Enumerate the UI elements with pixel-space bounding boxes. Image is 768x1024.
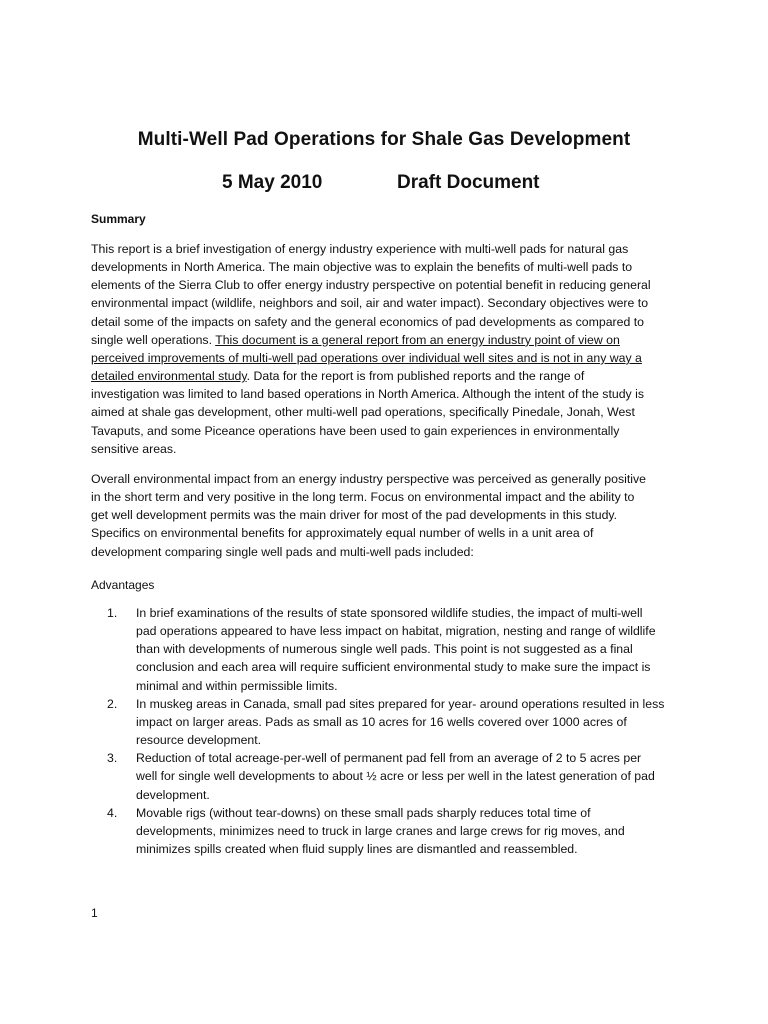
paragraph-line: sensitive areas.: [91, 441, 177, 456]
list-item-line: than with developments of numerous single well pads. This point is not suggested as a final: [136, 642, 633, 657]
list-item-line: In brief examinations of the results of state sponsored wildlife studies, the impact of multi-well: [136, 606, 643, 620]
list-item: [91, 695, 681, 749]
list-item-number: 3.: [107, 751, 118, 766]
list-item: [91, 804, 681, 858]
list-item-number: 1.: [107, 606, 118, 620]
paragraph-line: environmental impact (wildlife, neighbors and soil, air and water impact). Secondary objectives were to: [91, 296, 649, 311]
summary-paragraph-1: [91, 240, 681, 458]
paragraph-line: [91, 331, 681, 349]
list-item-line: impact on larger areas. Pads as small as 10 acres for 16 wells covered over 1000 acres of: [136, 714, 627, 729]
list-item-line: well for single well developments to about ½ acre or less per well in the latest generation of pad: [136, 769, 655, 784]
list-item-line: pad operations appeared to have less impact on habitat, migration, nesting and range of wildlife: [136, 624, 656, 639]
list-item-number: 4.: [107, 805, 118, 820]
advantages-heading: Advantages: [91, 578, 155, 592]
list-item: [91, 604, 681, 695]
list-item-line: developments, minimizes need to truck in large cranes and large crews for rig moves, and: [136, 823, 625, 838]
paragraph-line: [91, 367, 681, 385]
list-item: [91, 749, 681, 803]
paragraph-line: development comparing single well pads and multi-well pads included:: [91, 544, 474, 559]
summary-paragraph-2: [91, 470, 681, 561]
list-item-line: Reduction of total acreage-per-well of permanent pad fell from an average of 2 to 5 acres per: [136, 751, 642, 766]
list-item-line: minimizes spills created when fluid supply lines are dismantled and reassembled.: [136, 842, 578, 857]
paragraph-line: get well development permits was the main driver for most of the pad developments in this study.: [91, 508, 618, 523]
list-item-line: Movable rigs (without tear-downs) on these small pads sharply reduces total time of: [136, 805, 591, 820]
list-item-number: 2.: [107, 696, 118, 711]
list-item-line: minimal and within permissible limits.: [136, 678, 338, 693]
paragraph-line: Tavaputs, and some Piceance operations have been used to gain experiences in environmentally: [91, 423, 620, 438]
summary-heading: Summary: [91, 212, 146, 226]
underlined-disclaimer: detailed environmental study: [91, 369, 247, 384]
paragraph-text: . Data for the report is from published reports and the range of: [246, 369, 585, 384]
paragraph-text: single well operations.: [91, 332, 216, 347]
paragraph-line: investigation was limited to land based operations in North America. Although the intent of the study is: [91, 387, 644, 402]
advantages-list: [91, 604, 681, 858]
paragraph-line: elements of the Sierra Club to offer energy industry perspective on potential benefit in reducing general: [91, 278, 651, 293]
paragraph-line: aimed at shale gas development, other multi-well pad operations, specifically Pinedale, Jonah, West: [91, 405, 635, 420]
underlined-disclaimer: This document is a general report from an energy industry point of view on: [215, 332, 620, 347]
paragraph-line: This report is a brief investigation of energy industry experience with multi-well pads for natural gas: [91, 242, 629, 256]
paragraph-line: detail some of the impacts on safety and the general economics of pad developments as compared to: [91, 314, 644, 329]
page-number: 1: [91, 906, 98, 920]
list-item-line: resource development.: [136, 733, 262, 748]
document-title: Multi-Well Pad Operations for Shale Gas Development: [137, 129, 631, 150]
document-status: Draft Document: [397, 172, 540, 193]
list-item-line: In muskeg areas in Canada, small pad sites prepared for year- around operations resulted in less: [136, 696, 665, 711]
list-item-line: conclusion and each area will require sufficient environmental study to make sure the impact is: [136, 660, 651, 675]
list-item-line: development.: [136, 787, 210, 802]
paragraph-line: Specifics on environmental benefits for approximately equal number of wells in a unit area of: [91, 526, 594, 541]
paragraph-line: developments in North America. The main objective was to explain the benefits of multi-well pads to: [91, 260, 633, 275]
paragraph-line: in the short term and very positive in the long term. Focus on environmental impact and the ability to: [91, 490, 635, 505]
paragraph-line: Overall environmental impact from an energy industry perspective was perceived as generally positive: [91, 472, 646, 486]
document-date: 5 May 2010: [222, 172, 323, 193]
underlined-disclaimer: perceived improvements of multi-well pad operations over individual well sites and is not in any way a: [91, 350, 642, 365]
